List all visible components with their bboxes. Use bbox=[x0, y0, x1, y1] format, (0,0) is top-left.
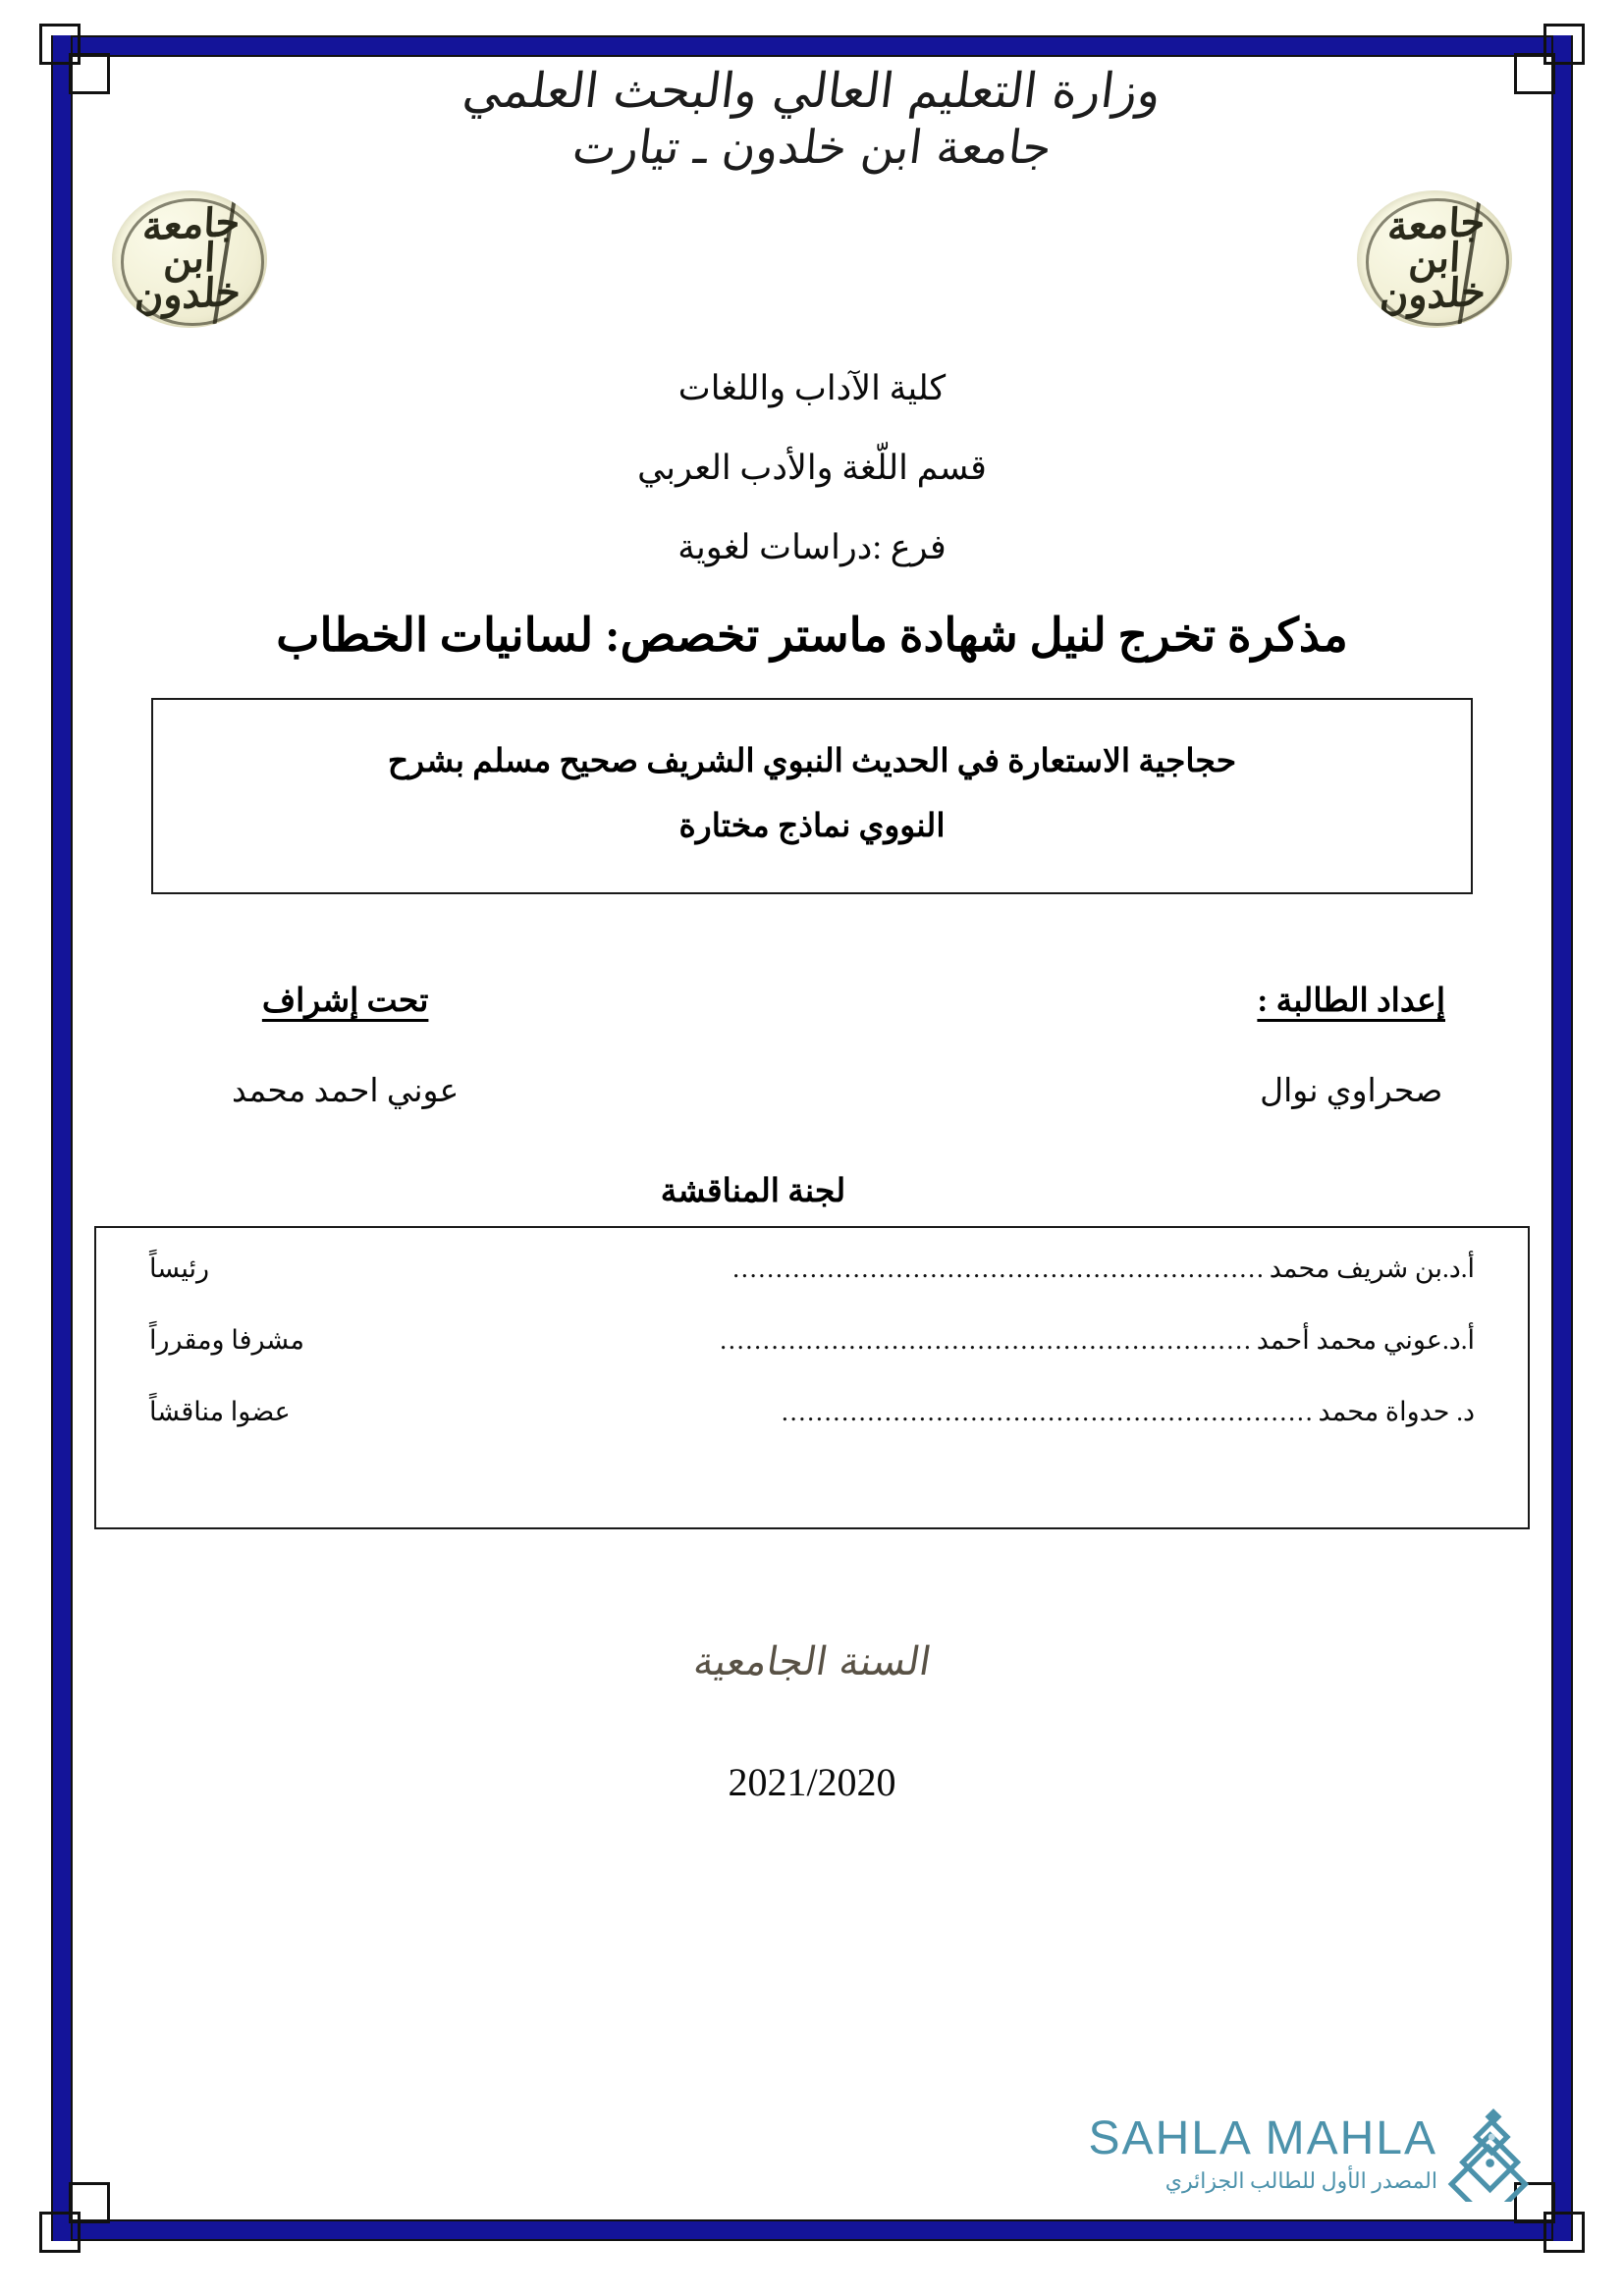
corner-square-top-right-outer bbox=[1543, 24, 1585, 65]
jury-member-name: د. حدواة محمد bbox=[1318, 1397, 1475, 1427]
watermark-tagline: المصدر الأول للطالب الجزائري bbox=[1164, 2168, 1437, 2193]
masthead bbox=[94, 63, 1530, 365]
ministry-line: وزارة التعليم العالي والبحث العلمي bbox=[460, 63, 1164, 119]
thesis-title-line-1: حجاجية الاستعارة في الحديث النبوي الشريف صحيح مسلم بشرح bbox=[387, 744, 1237, 780]
watermark-text-block bbox=[1088, 2112, 1437, 2194]
supervisor-column bbox=[232, 981, 459, 1110]
supervisor-name: عوني احمد محمد bbox=[232, 1074, 460, 1110]
seal-glyph-text-right: جامعة ابن خلدون bbox=[1379, 198, 1488, 320]
jury-member-role: رئيساً bbox=[149, 1254, 210, 1284]
faculty-college: كلية الآداب واللغات bbox=[677, 369, 947, 407]
academic-year-value: 2021/2020 bbox=[728, 1760, 896, 1805]
border-bar-top bbox=[51, 35, 1573, 57]
jury-dot-leader: .............................................................. bbox=[720, 1325, 1253, 1356]
sahla-mahla-diamond-logo-icon bbox=[1445, 2108, 1530, 2202]
faculty-block bbox=[94, 371, 1530, 565]
corner-square-top-left-outer bbox=[39, 24, 81, 65]
corner-square-bottom-left-outer bbox=[39, 2212, 81, 2253]
university-line: جامعة ابن خلدون ـ تيارت bbox=[569, 120, 1055, 175]
ministry-calligraphy-block bbox=[360, 65, 1264, 175]
border-bar-right bbox=[1551, 35, 1573, 2241]
corner-square-bottom-right-outer bbox=[1543, 2212, 1585, 2253]
university-seal-left-icon bbox=[112, 190, 267, 328]
jury-member-role: مشرفا ومقرراً bbox=[149, 1325, 304, 1356]
jury-row bbox=[149, 1397, 1475, 1427]
faculty-department: قسم اللّغة والأدب العربي bbox=[637, 448, 987, 487]
jury-row bbox=[149, 1325, 1475, 1356]
sahla-mahla-watermark bbox=[1089, 2108, 1530, 2202]
student-column bbox=[1257, 981, 1445, 1110]
jury-box bbox=[94, 1226, 1530, 1529]
jury-member-name: أ.د.بن شريف محمد bbox=[1269, 1254, 1475, 1284]
border-bar-bottom bbox=[51, 2219, 1573, 2241]
watermark-brand: SAHLA MAHLA bbox=[1088, 2112, 1437, 2164]
student-name: صحراوي نوال bbox=[1260, 1074, 1443, 1110]
thesis-title-line-2: النووي نماذج مختارة bbox=[678, 809, 946, 845]
jury-dot-leader: .............................................................. bbox=[732, 1254, 1266, 1284]
jury-dot-leader: .............................................................. bbox=[782, 1397, 1315, 1427]
thesis-title-box bbox=[151, 698, 1473, 894]
student-label: إعداد الطالبة : bbox=[1257, 984, 1445, 1020]
border-bar-left bbox=[51, 35, 73, 2241]
jury-row bbox=[149, 1254, 1475, 1284]
jury-member-role: عضوا مناقشاً bbox=[149, 1397, 291, 1427]
degree-title: مذكرة تخرج لنيل شهادة ماستر تخصص: لسانيات الخطاب bbox=[276, 611, 1348, 663]
page-content bbox=[94, 63, 1530, 2202]
authors-row bbox=[171, 981, 1467, 1110]
university-seal-right-icon bbox=[1357, 190, 1512, 328]
supervisor-label: تحت إشراف bbox=[261, 984, 429, 1020]
academic-year-label: السنة الجامعية bbox=[689, 1639, 935, 1685]
faculty-branch: فرع :دراسات لغوية bbox=[677, 527, 947, 566]
jury-member-name: أ.د.عوني محمد أحمد bbox=[1256, 1325, 1475, 1356]
academic-year-block bbox=[94, 1639, 1530, 1805]
seal-glyph-text-left: جامعة ابن خلدون bbox=[134, 198, 243, 320]
jury-heading: لجنة المناقشة bbox=[660, 1174, 846, 1210]
